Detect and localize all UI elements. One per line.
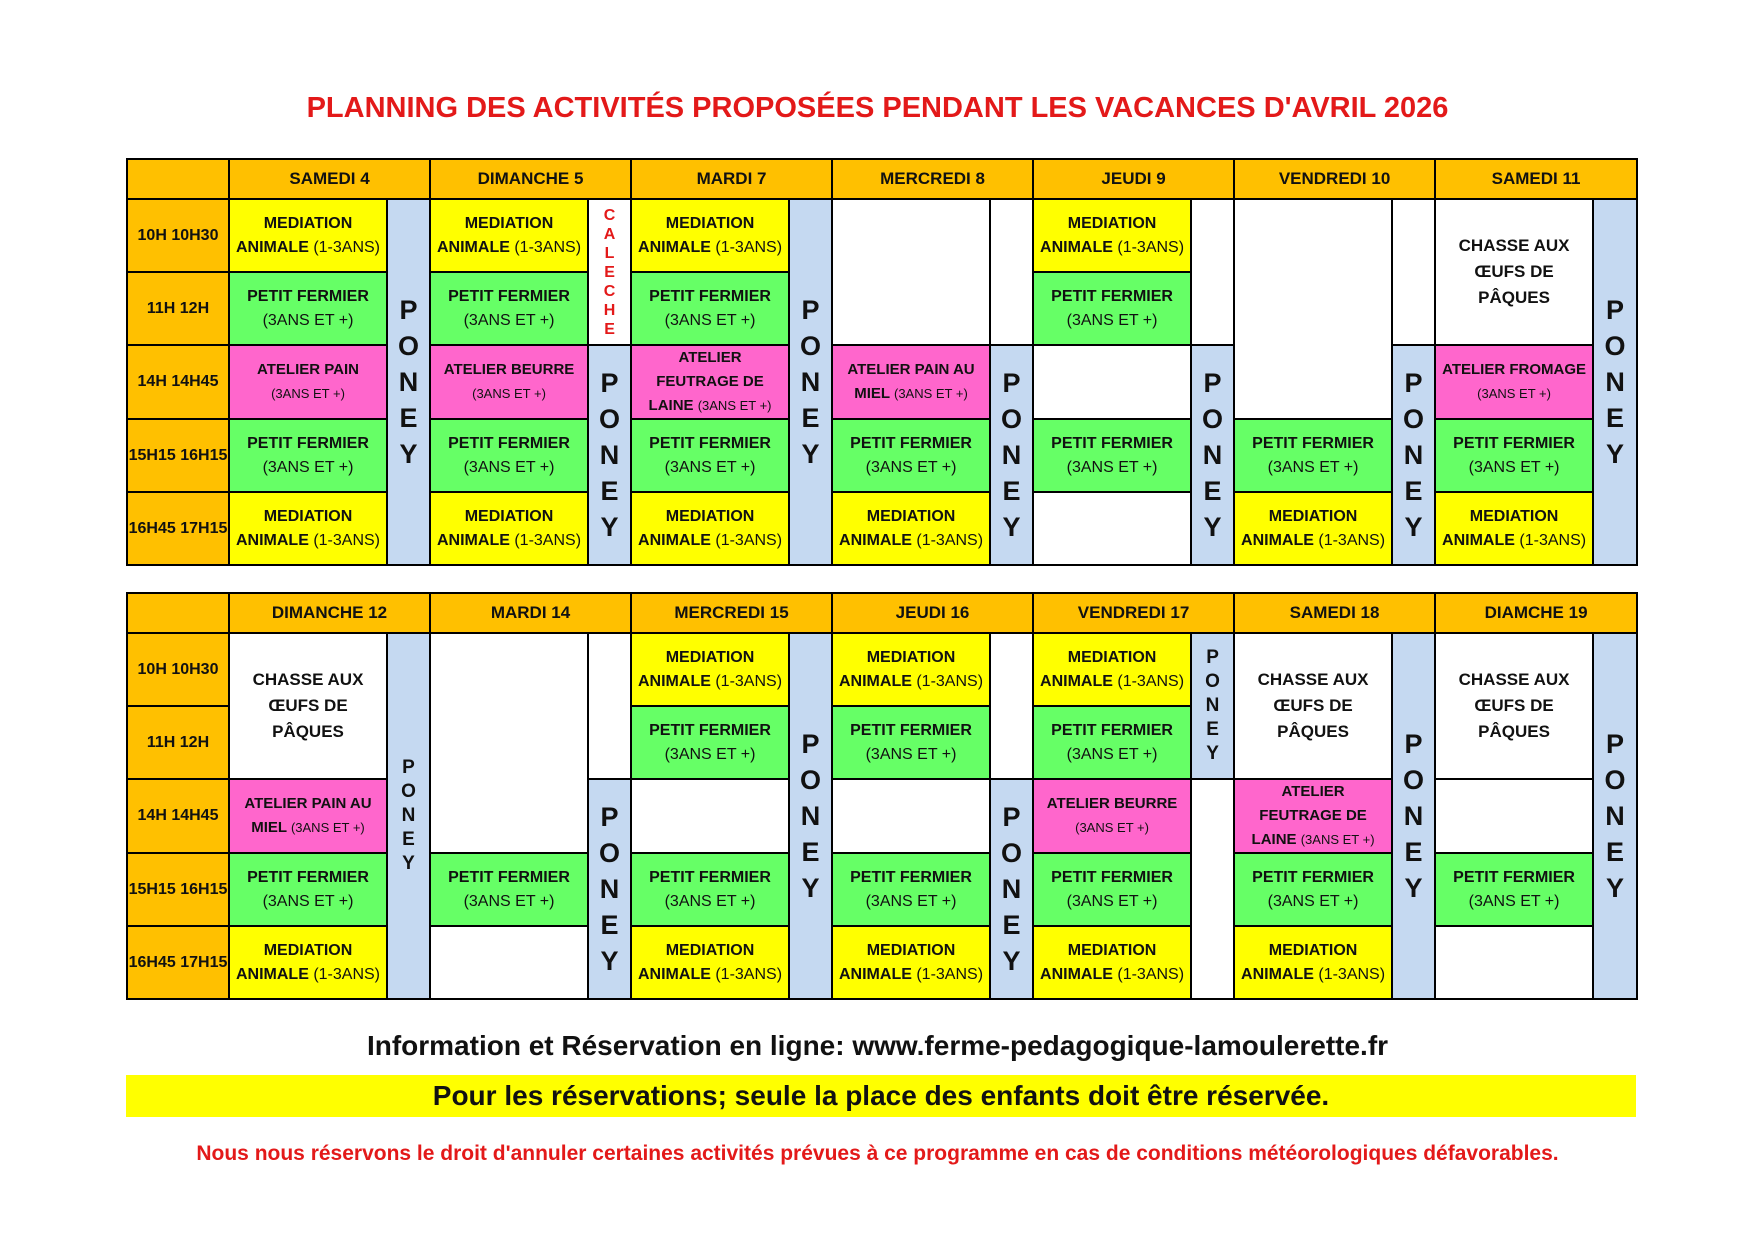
time-slot: 11H 12H [127, 706, 229, 779]
empty-slot [1392, 199, 1435, 345]
activity-mediation: MEDIATION ANIMALE (1-3ANS) [430, 492, 588, 565]
activity-petit-fermier: PETIT FERMIER (3ANS ET +) [631, 706, 789, 779]
activity-chasse-oeufs: CHASSE AUX ŒUFS DE PÂQUES [229, 633, 387, 779]
day-header: VENDREDI 17 [1033, 593, 1234, 633]
activity-mediation: MEDIATION ANIMALE (1-3ANS) [631, 492, 789, 565]
empty-slot [990, 633, 1033, 779]
empty-slot [631, 779, 789, 853]
activity-mediation: MEDIATION ANIMALE (1-3ANS) [832, 926, 990, 999]
weather-warning: Nous nous réservons le droit d'annuler certaines activités prévues à ce programme en cas de conditions météorologiques défavorables. [196, 1142, 1559, 1165]
day-header: DIAMCHE 19 [1435, 593, 1637, 633]
time-slot: 16H45 17H15 [127, 926, 229, 999]
time-slot: 10H 10H30 [127, 199, 229, 272]
day-header: MARDI 14 [430, 593, 631, 633]
activity-petit-fermier: PETIT FERMIER (3ANS ET +) [832, 853, 990, 926]
activity-atelier-pain-miel: ATELIER PAIN AU MIEL (3ANS ET +) [229, 779, 387, 853]
empty-slot [832, 779, 990, 853]
activity-mediation: MEDIATION ANIMALE (1-3ANS) [229, 199, 387, 272]
caleche-column: C A L E C H E [588, 199, 631, 345]
activity-petit-fermier: PETIT FERMIER (3ANS ET +) [1033, 853, 1191, 926]
poney-column: P O N E Y [387, 199, 430, 565]
activity-chasse-oeufs: CHASSE AUX ŒUFS DE PÂQUES [1435, 633, 1593, 779]
day-header: SAMEDI 11 [1435, 159, 1637, 199]
activity-chasse-oeufs: CHASSE AUX ŒUFS DE PÂQUES [1234, 633, 1392, 779]
activity-petit-fermier: PETIT FERMIER (3ANS ET +) [430, 272, 588, 345]
activity-petit-fermier: PETIT FERMIER (3ANS ET +) [1234, 419, 1392, 492]
time-slot: 10H 10H30 [127, 633, 229, 706]
time-slot: 11H 12H [127, 272, 229, 345]
activity-petit-fermier: PETIT FERMIER (3ANS ET +) [430, 419, 588, 492]
day-header: DIMANCHE 12 [229, 593, 430, 633]
activity-petit-fermier: PETIT FERMIER (3ANS ET +) [631, 272, 789, 345]
activity-petit-fermier: PETIT FERMIER (3ANS ET +) [229, 853, 387, 926]
activity-atelier-beurre: ATELIER BEURRE (3ANS ET +) [1033, 779, 1191, 853]
empty-slot [1234, 199, 1392, 419]
activity-petit-fermier: PETIT FERMIER (3ANS ET +) [229, 419, 387, 492]
activity-petit-fermier: PETIT FERMIER (3ANS ET +) [430, 853, 588, 926]
empty-slot [1191, 199, 1234, 345]
activity-mediation: MEDIATION ANIMALE (1-3ANS) [1435, 492, 1593, 565]
day-header: MARDI 7 [631, 159, 832, 199]
header-row [127, 593, 1637, 633]
activity-mediation: MEDIATION ANIMALE (1-3ANS) [631, 633, 789, 706]
empty-slot [1033, 345, 1191, 419]
activity-petit-fermier: PETIT FERMIER (3ANS ET +) [631, 419, 789, 492]
schedule-week-2 [126, 592, 1638, 1000]
activity-atelier-fromage: ATELIER FROMAGE (3ANS ET +) [1435, 345, 1593, 419]
header-row [127, 159, 1637, 199]
page-title: PLANNING DES ACTIVITÉS PROPOSÉES PENDANT LES VACANCES D'AVRIL 2026 [306, 92, 1449, 124]
day-header: MERCREDI 8 [832, 159, 1033, 199]
poney-column: P O N E Y [789, 633, 832, 999]
poney-column: P O N E Y [789, 199, 832, 565]
poney-column: P O N E Y [1191, 345, 1234, 565]
activity-petit-fermier: PETIT FERMIER (3ANS ET +) [631, 853, 789, 926]
day-header: MERCREDI 15 [631, 593, 832, 633]
day-header: JEUDI 16 [832, 593, 1033, 633]
poney-column: P O N E Y [387, 633, 430, 999]
activity-mediation: MEDIATION ANIMALE (1-3ANS) [631, 926, 789, 999]
empty-slot [832, 199, 990, 345]
time-slot: 14H 14H45 [127, 345, 229, 419]
activity-atelier-beurre: ATELIER BEURRE (3ANS ET +) [430, 345, 588, 419]
activity-mediation: MEDIATION ANIMALE (1-3ANS) [631, 199, 789, 272]
activity-petit-fermier: PETIT FERMIER (3ANS ET +) [832, 706, 990, 779]
activity-mediation: MEDIATION ANIMALE (1-3ANS) [832, 633, 990, 706]
poney-column: P O N E Y [1593, 633, 1637, 999]
empty-slot [1191, 779, 1234, 999]
activity-mediation: MEDIATION ANIMALE (1-3ANS) [1033, 633, 1191, 706]
day-header: VENDREDI 10 [1234, 159, 1435, 199]
day-header: SAMEDI 18 [1234, 593, 1435, 633]
activity-petit-fermier: PETIT FERMIER (3ANS ET +) [1033, 419, 1191, 492]
empty-slot [588, 633, 631, 779]
time-slot: 15H15 16H15 [127, 853, 229, 926]
activity-mediation: MEDIATION ANIMALE (1-3ANS) [1234, 926, 1392, 999]
activity-atelier-pain-miel: ATELIER PAIN AU MIEL (3ANS ET +) [832, 345, 990, 419]
time-slot: 14H 14H45 [127, 779, 229, 853]
corner-cell [127, 159, 229, 199]
activity-mediation: MEDIATION ANIMALE (1-3ANS) [1033, 199, 1191, 272]
activity-petit-fermier: PETIT FERMIER (3ANS ET +) [1033, 706, 1191, 779]
schedule-week-1 [126, 158, 1638, 566]
activity-petit-fermier: PETIT FERMIER (3ANS ET +) [1033, 272, 1191, 345]
activity-petit-fermier: PETIT FERMIER (3ANS ET +) [1435, 853, 1593, 926]
activity-petit-fermier: PETIT FERMIER (3ANS ET +) [832, 419, 990, 492]
poney-column: P O N E Y [588, 345, 631, 565]
corner-cell [127, 593, 229, 633]
activity-mediation: MEDIATION ANIMALE (1-3ANS) [430, 199, 588, 272]
empty-slot [430, 633, 588, 853]
empty-slot [430, 926, 588, 999]
activity-mediation: MEDIATION ANIMALE (1-3ANS) [229, 492, 387, 565]
activity-mediation: MEDIATION ANIMALE (1-3ANS) [832, 492, 990, 565]
activity-chasse-oeufs: CHASSE AUX ŒUFS DE PÂQUES [1435, 199, 1593, 345]
activity-atelier-feutrage: ATELIER FEUTRAGE DE LAINE (3ANS ET +) [631, 345, 789, 419]
day-header: DIMANCHE 5 [430, 159, 631, 199]
activity-mediation: MEDIATION ANIMALE (1-3ANS) [1033, 926, 1191, 999]
activity-petit-fermier: PETIT FERMIER (3ANS ET +) [1435, 419, 1593, 492]
info-reservation-line: Information et Réservation en ligne: www.ferme-pedagogique-lamoulerette.fr [366, 1030, 1389, 1061]
empty-slot [1033, 492, 1191, 565]
time-slot: 16H45 17H15 [127, 492, 229, 565]
poney-column: P O N E Y [1392, 345, 1435, 565]
poney-column: P O N E Y [1392, 633, 1435, 999]
empty-slot [990, 199, 1033, 345]
poney-column: P O N E Y [990, 779, 1033, 999]
poney-column: P O N E Y [1593, 199, 1637, 565]
activity-mediation: MEDIATION ANIMALE (1-3ANS) [229, 926, 387, 999]
reservation-banner: Pour les réservations; seule la place des enfants doit être réservée. [126, 1075, 1636, 1117]
activity-petit-fermier: PETIT FERMIER (3ANS ET +) [229, 272, 387, 345]
empty-slot [1435, 779, 1593, 853]
activity-atelier-pain: ATELIER PAIN (3ANS ET +) [229, 345, 387, 419]
activity-petit-fermier: PETIT FERMIER (3ANS ET +) [1234, 853, 1392, 926]
day-header: SAMEDI 4 [229, 159, 430, 199]
activity-atelier-feutrage: ATELIER FEUTRAGE DE LAINE (3ANS ET +) [1234, 779, 1392, 853]
empty-slot [1435, 926, 1593, 999]
poney-column: P O N E Y [990, 345, 1033, 565]
poney-column: P O N E Y [588, 779, 631, 999]
activity-mediation: MEDIATION ANIMALE (1-3ANS) [1234, 492, 1392, 565]
day-header: JEUDI 9 [1033, 159, 1234, 199]
poney-column: P O N E Y [1191, 633, 1234, 779]
time-slot: 15H15 16H15 [127, 419, 229, 492]
